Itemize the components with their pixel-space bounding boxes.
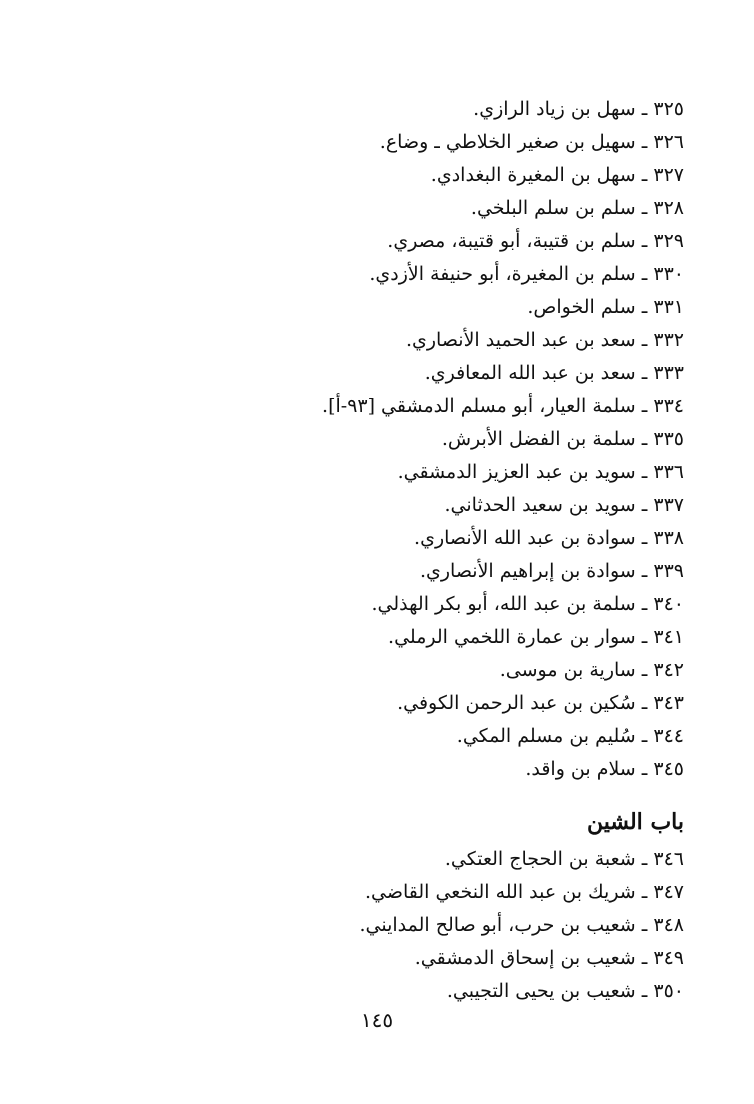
list-item: ٣٤٣ ـ سُكين بن عبد الرحمن الكوفي.	[397, 692, 684, 714]
list-item: ٣٤٥ ـ سلام بن واقد.	[525, 758, 684, 780]
entry-list-sin	[284, 93, 684, 786]
list-item: ٣٤٢ ـ سارية بن موسى.	[499, 659, 684, 681]
list-item: ٣٤٨ ـ شعيب بن حرب، أبو صالح المدايني.	[359, 914, 684, 936]
list-item: ٣٥٠ ـ شعيب بن يحيى التجيبي.	[446, 980, 684, 1002]
list-item: ٣٣١ ـ سلم الخواص.	[527, 296, 684, 318]
list-item: ٣٣٠ ـ سلم بن المغيرة، أبو حنيفة الأزدي.	[369, 263, 684, 285]
list-item: ٣٢٩ ـ سلم بن قتيبة، أبو قتيبة، مصري.	[387, 230, 684, 252]
list-item: ٣٢٨ ـ سلم بن سلم البلخي.	[470, 197, 684, 219]
list-item: ٣٣٨ ـ سوادة بن عبد الله الأنصاري.	[414, 527, 684, 549]
list-item: ٣٤٧ ـ شريك بن عبد الله النخعي القاضي.	[364, 881, 684, 903]
entry-list-shin	[284, 843, 684, 1008]
list-item: ٣٤٩ ـ شعيب بن إسحاق الدمشقي.	[414, 947, 684, 969]
list-item: ٣٢٧ ـ سهل بن المغيرة البغدادي.	[430, 164, 684, 186]
list-item: ٣٣٧ ـ سويد بن سعيد الحدثاني.	[444, 494, 684, 516]
list-item: ٣٢٦ ـ سهيل بن صغير الخلاطي ـ وضاع.	[379, 131, 684, 153]
page-number: ١٤٥	[360, 1008, 394, 1032]
list-item: ٣٢٥ ـ سهل بن زياد الرازي.	[473, 98, 684, 120]
section-title: باب الشين	[586, 809, 684, 835]
list-item: ٣٤٠ ـ سلمة بن عبد الله، أبو بكر الهذلي.	[371, 593, 684, 615]
list-item: ٣٤٦ ـ شعبة بن الحجاج العتكي.	[444, 848, 684, 870]
list-item: ٣٣٢ ـ سعد بن عبد الحميد الأنصاري.	[405, 329, 684, 351]
list-item: ٣٣٦ ـ سويد بن عبد العزيز الدمشقي.	[397, 461, 684, 483]
list-item: ٣٤٤ ـ سُليم بن مسلم المكي.	[456, 725, 684, 747]
list-item: ٣٣٩ ـ سوادة بن إبراهيم الأنصاري.	[419, 560, 684, 582]
list-item: ٣٣٣ ـ سعد بن عبد الله المعافري.	[424, 362, 684, 384]
list-item: ٣٣٥ ـ سلمة بن الفضل الأبرش.	[441, 428, 684, 450]
list-item: ٣٣٤ ـ سلمة العيار، أبو مسلم الدمشقي [٩٣-أ].	[322, 395, 684, 417]
entries-column	[284, 93, 684, 1008]
list-item: ٣٤١ ـ سوار بن عمارة اللخمي الرملي.	[388, 626, 684, 648]
